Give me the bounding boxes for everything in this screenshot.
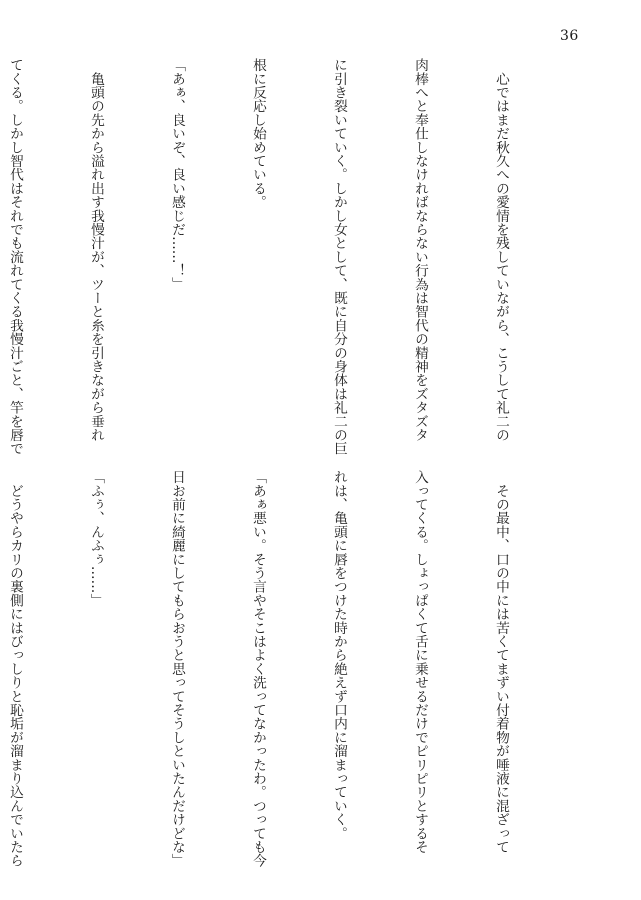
text-line: 日お前に綺麗にしてもらおうと思ってそうしといたんだけどな」 [169, 470, 185, 868]
text-line: 心ではまだ秋久への愛情を残していながら、こうして礼二の [493, 58, 509, 442]
upper-text-block [7, 58, 568, 456]
text-line: どうやらカリの裏側にはびっしりと恥垢が溜まり込んでいたら [7, 470, 23, 868]
text-line: れは、亀頭に唇をつけた時から絶えず口内に溜まっていく。 [331, 470, 347, 840]
text-line: 肉棒へと奉仕しなければならない行為は智代の精神をズタズタ [412, 58, 428, 442]
text-line: 「あぁ悪い。そう言やそこはよく洗ってなかったわ。つっても今 [250, 470, 266, 868]
text-line: てくる。しかし智代はそれでも流れてくる我慢汁ごと、竿を唇で [7, 58, 23, 456]
text-line: その最中、口の中には苦くてまずい付着物が唾液に混ざって [493, 470, 509, 854]
text-line: 「ふぅ、んふぅ……」 [88, 470, 104, 607]
text-line: 根に反応し始めている。 [250, 58, 266, 209]
text-line: 入ってくる。しょっぱくて舌に乗せるだけでピリピリとするそ [412, 470, 428, 854]
page-number: 36 [560, 28, 579, 44]
lower-text-block [7, 470, 568, 868]
text-line: 「あぁ、良いぞ、良い感じだ……！」 [169, 58, 185, 291]
text-line: 亀頭の先から溢れ出す我慢汁が、ツーと糸を引きながら垂れ [88, 58, 104, 442]
text-line: に引き裂いていく。しかし女として、既に自分の身体は礼二の巨 [331, 58, 347, 456]
